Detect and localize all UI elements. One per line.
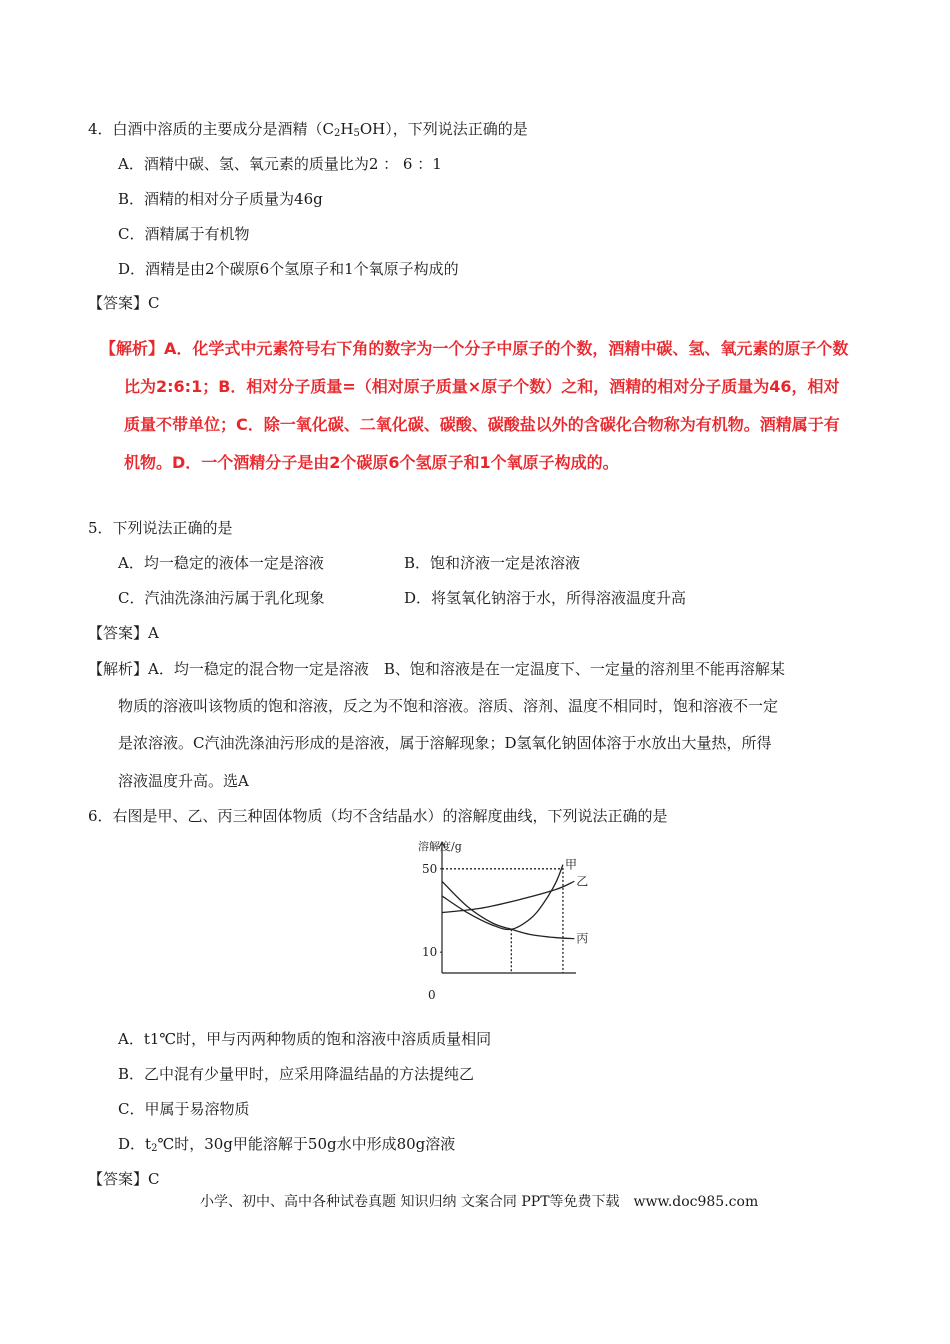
q5-analysis-line-2: 物质的溶液叫该物质的饱和溶液，反之为不饱和溶液。溶质、溶剂、温度不相同时，饱和溶液不一定 bbox=[118, 697, 779, 715]
q5-option-d: D．将氢氧化钠溶于水，所得溶液温度升高 bbox=[404, 589, 687, 607]
origin-label: 0 bbox=[428, 988, 436, 1002]
q6-answer: 【答案】C bbox=[88, 1170, 160, 1188]
q5-analysis-line-3: 是浓溶液。C汽油洗涤油污形成的是溶液，属于溶解现象；D氢氧化钠固体溶于水放出大量热，所得 bbox=[118, 734, 772, 752]
q6-option-b: B．乙中混有少量甲时，应采用降温结晶的方法提纯乙 bbox=[118, 1065, 475, 1083]
footer-text: 小学、初中、高中各种试卷真题 知识归纳 文案合同 PPT等免费下载 www.doc985.com bbox=[200, 1194, 759, 1210]
y-tick-label-50: 50 bbox=[422, 861, 438, 876]
q6-stem: 6．右图是甲、乙、丙三种固体物质（均不含结晶水）的溶解度曲线，下列说法正确的是 bbox=[88, 807, 668, 825]
q4-analysis-line-3: 质量不带单位；C．除一氧化碳、二氧化碳、碳酸、碳酸盐以外的含碳化合物称为有机物。酒精属于有 bbox=[124, 415, 840, 434]
y-tick-label-10: 10 bbox=[422, 945, 438, 960]
q4-option-b: B．酒精的相对分子质量为46g bbox=[118, 190, 323, 208]
q5-analysis-line-4: 溶液温度升高。选A bbox=[118, 772, 249, 790]
q4-option-a: A．酒精中碳、氢、氧元素的质量比为2 ： 6 ：1 bbox=[118, 155, 442, 173]
q5-option-b: B．饱和济液一定是浓溶液 bbox=[404, 554, 581, 572]
q4-analysis-line-4: 机物。D．一个酒精分子是由2个碳原6个氢原子和1个氧原子构成的。 bbox=[124, 453, 619, 472]
q5-option-a: A．均一稳定的液体一定是溶液 bbox=[118, 554, 324, 572]
chart-axes bbox=[418, 839, 576, 1002]
series-line-1 bbox=[442, 865, 563, 930]
q6-option-c: C．甲属于易溶物质 bbox=[118, 1100, 250, 1118]
series-label-3: 丙 bbox=[576, 931, 588, 946]
q5-stem: 5．下列说法正确的是 bbox=[88, 519, 233, 537]
q5-option-c: C．汽油洗涤油污属于乳化现象 bbox=[118, 589, 325, 607]
q4-analysis-line-1: 【解析】A．化学式中元素符号右下角的数字为一个分子中原子的个数，酒精中碳、氢、氧元素的原子个数 bbox=[100, 339, 849, 358]
solubility-chart bbox=[418, 838, 588, 1003]
q5-answer: 【答案】A bbox=[88, 624, 159, 642]
y-axis-label: 溶解度/g bbox=[418, 840, 462, 853]
q4-answer: 【答案】C bbox=[88, 294, 160, 312]
q6-option-a: A．t1℃时，甲与丙两种物质的饱和溶液中溶质质量相同 bbox=[118, 1030, 492, 1048]
q4-option-d: D．酒精是由2个碳原6个氢原子和1个氧原子构成的 bbox=[118, 260, 459, 278]
guide-line-t2 bbox=[442, 869, 563, 973]
series-label-1: 甲 bbox=[564, 857, 577, 872]
q4-stem: 4．白酒中溶质的主要成分是酒精$(C_2H_5OH)$，下列说法正确的是 bbox=[88, 120, 528, 139]
series-label-2: 乙 bbox=[576, 874, 588, 889]
chart-series bbox=[442, 858, 588, 946]
q5-analysis-line-1: 【解析】A．均一稳定的混合物一定是溶液 B、饱和溶液是在一定温度下、一定量的溶剂里不能再溶解某 bbox=[88, 660, 785, 678]
q4-analysis-line-2: 比为2:6:1；B．相对分子质量=（相对原子质量×原子个数）之和，酒精的相对分子质量为46，相对 bbox=[124, 377, 840, 396]
q6-option-d: D．$t_2℃$时，30g甲能溶解于50g水中形成80g溶液 bbox=[118, 1135, 456, 1154]
q4-option-c: C．酒精属于有机物 bbox=[118, 225, 250, 243]
